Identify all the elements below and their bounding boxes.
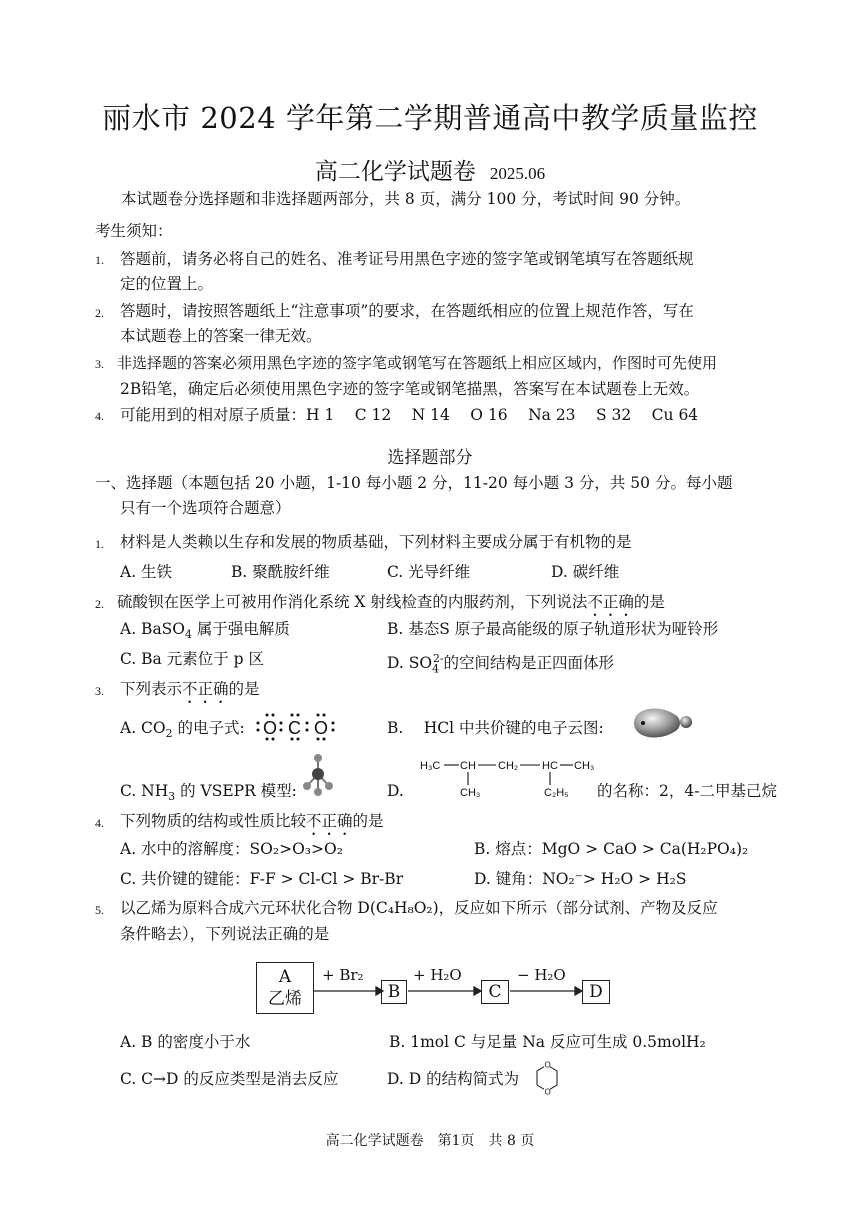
option-a: A. 水中的溶解度：SO₂>O₃>O₂ — [120, 840, 343, 858]
atom-label: CH₂ — [498, 760, 519, 772]
atom-label: CH₃ — [574, 760, 595, 772]
option-c: C. $NH_3$ 的 VSEPR 模型: — [120, 782, 297, 804]
option-b: B. 1mol C 与足量 Na 反应可生成 0.5molH₂ — [389, 1033, 706, 1051]
compound-c-box: C — [481, 980, 509, 1004]
option-c: C. C→D 的反应类型是消去反应 — [120, 1070, 339, 1088]
alkane-structural-formula — [418, 752, 598, 802]
option-d: D. 碳纤维 — [551, 563, 620, 581]
intro-text: 本试题卷分选择题和非选择题两部分，共 8 页，满分 100 分，考试时间 90 分钟。 — [121, 190, 691, 208]
question-number: 2. — [95, 597, 104, 611]
atom-label: CH — [460, 760, 476, 772]
option-a: A. $CO_2$ 的电子式: — [120, 719, 245, 741]
svg-text:C: C — [288, 718, 301, 738]
hcl-electron-cloud-image — [630, 700, 696, 746]
question-number: 3. — [95, 684, 104, 698]
notice-line: 非选择题的答案必须用黑色字迹的签字笔或钢笔写在答题纸上相应区域内，作图时可先使用 — [117, 354, 718, 372]
reagent-label: − H₂O — [517, 966, 566, 984]
notice-line: 可能用到的相对原子质量：H 1 C 12 N 14 O 16 Na 23 S 32 Cu 64 — [120, 406, 699, 424]
section-title: 选择题部分 — [387, 448, 473, 468]
svg-text:O: O — [263, 718, 278, 738]
notice-line: 答题前，请务必将自己的姓名、准考证号用黑色字迹的签字笔或钢笔填写在答题纸规 — [120, 250, 694, 268]
option-c: C. 共价键的键能：F-F > Cl-Cl > Br-Br — [120, 870, 404, 888]
co2-electron-formula — [254, 710, 338, 742]
question-stem: 硫酸钡在医学上可被用作消化系统 X 射线检查的内服药剂，下列说法不正确的是 — [117, 593, 665, 611]
notice-line: 定的位置上。 — [120, 275, 214, 293]
option-d-text: 的名称：2，4-二甲基己烷 — [597, 782, 777, 800]
notice-line: 本试题卷上的答案一律无效。 — [120, 327, 322, 345]
option-d: D. 键角：NO₂⁻> H₂O > H₂S — [474, 870, 687, 888]
notice-num: 3. — [95, 357, 104, 371]
question-stem: 下列物质的结构或性质比较不正确的是 — [120, 812, 384, 830]
question-number: 1. — [95, 537, 104, 551]
question-number: 4. — [95, 816, 104, 830]
compound-d-box: D — [582, 980, 610, 1004]
question-stem: 下列表示不正确的是 — [120, 680, 260, 698]
notice-line: 2B铅笔，确定后必须使用黑色字迹的签字笔或钢笔描黑，答案写在本试题卷上无效。 — [120, 380, 700, 398]
option-d: D. D 的结构简式为 — [387, 1070, 520, 1088]
notice-num: 2. — [95, 306, 104, 320]
notice-heading: 考生须知： — [95, 222, 173, 240]
question-number: 5. — [95, 903, 104, 917]
part-instruction: 一、选择题（本题包括 20 小题，1-10 每小题 2 分，11-20 每小题 3 分，共 50 分。每小题 — [95, 474, 733, 492]
option-d: D. $SO_4^{2-}$的空间结构是正四面体形 — [387, 652, 615, 676]
page-footer: 高二化学试题卷 第1页 共 8 页 — [325, 1133, 535, 1149]
question-stem: 材料是人类赖以生存和发展的物质基础，下列材料主要成分属于有机物的是 — [120, 533, 632, 551]
subject-title: 高二化学试题卷 — [314, 159, 476, 185]
part-instruction: 只有一个选项符合题意） — [120, 499, 291, 517]
option-c: C. Ba 元素位于 p 区 — [120, 650, 264, 668]
option-b: B. 熔点：MgO > CaO > Ca(H₂PO₄)₂ — [474, 840, 749, 858]
option-b: B. HCl 中共价键的电子云图: — [387, 719, 604, 737]
option-d-label: D. — [387, 782, 404, 800]
atom-label: H₃C — [420, 760, 441, 772]
option-a: A. 生铁 — [120, 563, 173, 581]
exam-subtitle — [0, 153, 860, 186]
svg-text:O: O — [314, 718, 329, 738]
exam-date: 2025.06 — [489, 164, 546, 183]
atom-label: C₂H₅ — [544, 787, 569, 799]
option-c: C. 光导纤维 — [387, 563, 471, 581]
nh3-vsepr-model-image — [302, 752, 334, 798]
reagent-label: + Br₂ — [322, 966, 364, 984]
option-b: B. 聚酰胺纤维 — [231, 563, 330, 581]
notice-num: 1. — [95, 253, 104, 267]
svg-text:O: O — [544, 1060, 551, 1070]
question-stem: 以乙烯为原料合成六元环状化合物 D(C₄H₈O₂)，反应如下所示（部分试剂、产物及反应 — [120, 899, 718, 917]
reaction-arrows — [312, 984, 584, 998]
option-a: A. BaSO$_4$ 属于强电解质 — [120, 620, 290, 642]
option-b: B. 基态S 原子最高能级的原子轨道形状为哑铃形 — [387, 620, 719, 638]
question-stem: 条件略去），下列说法正确的是 — [120, 925, 330, 943]
atom-label: HC — [542, 760, 558, 772]
svg-text:O: O — [544, 1087, 551, 1097]
option-a: A. B 的密度小于水 — [120, 1033, 251, 1051]
compound-b-box: B — [381, 980, 407, 1004]
dioxane-ring-structure — [532, 1058, 562, 1098]
notice-line: 答题时，请按照答题纸上“注意事项”的要求，在答题纸相应的位置上规范作答，写在 — [120, 302, 694, 320]
exam-title: 丽水市 2024 学年第二学期普通高中教学质量监控 — [102, 101, 758, 135]
compound-a-box: A 乙烯 — [256, 962, 314, 1014]
notice-num: 4. — [95, 409, 104, 423]
reagent-label: + H₂O — [413, 966, 462, 984]
atom-label: CH₃ — [460, 787, 481, 799]
